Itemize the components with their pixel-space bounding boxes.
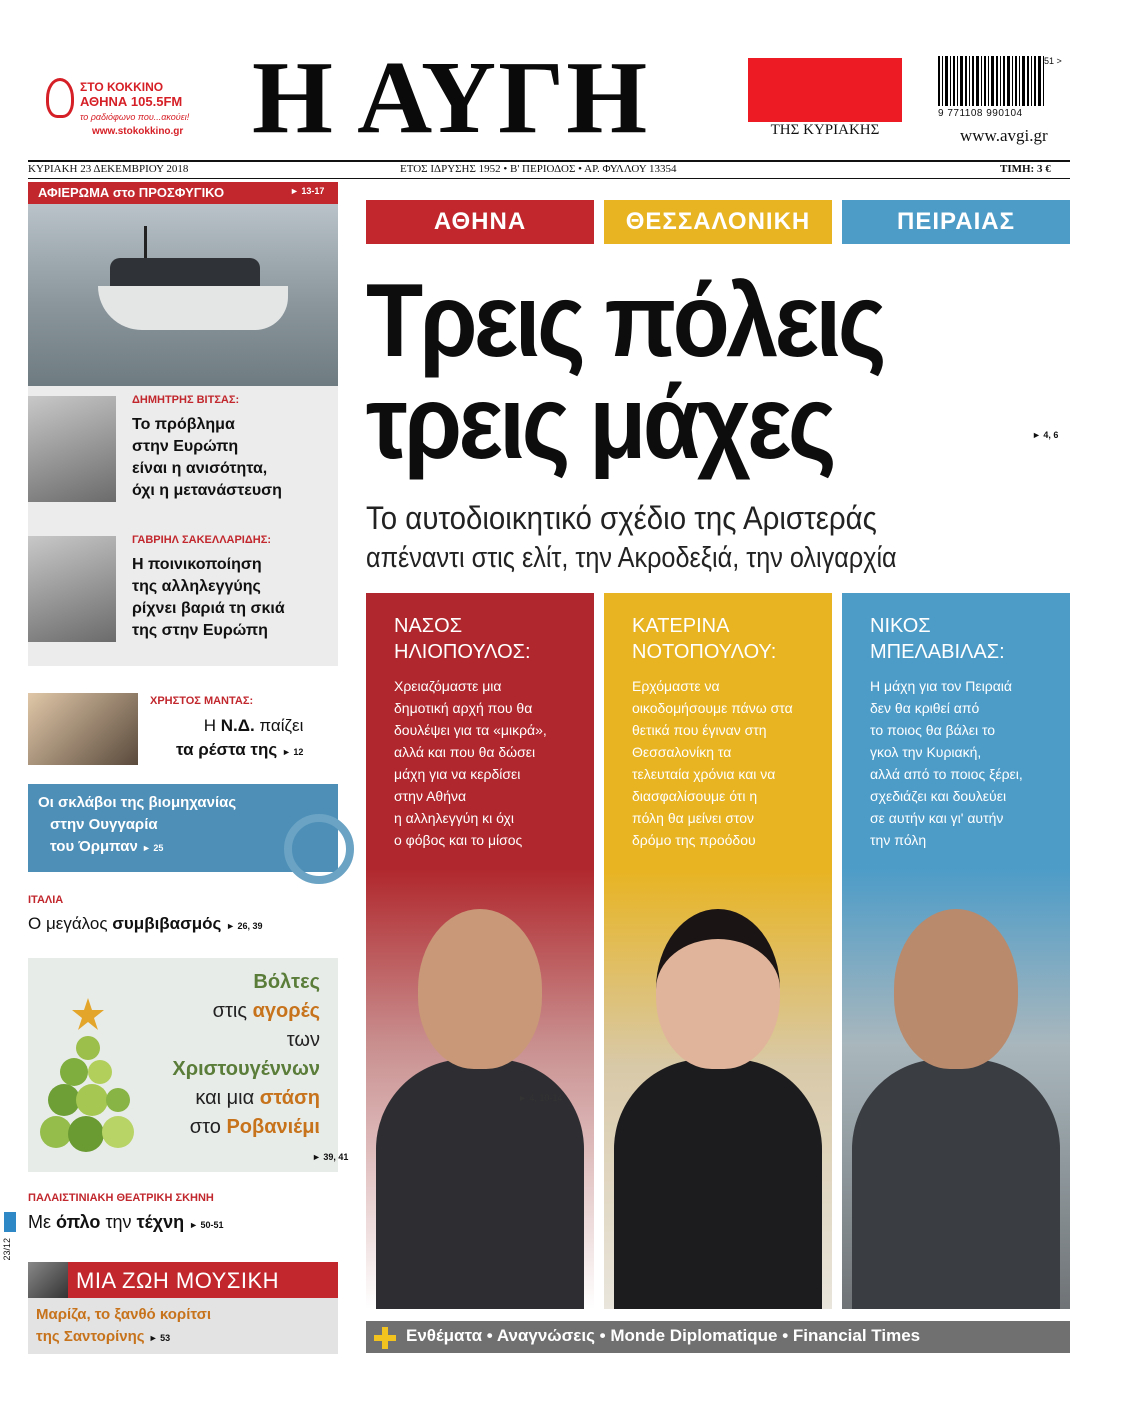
candidate-quote: Ερχόμαστε να οικοδομήσουμε πάνω στα θετικά που έγιναν στη Θεσσαλονίκη τα τελευταία χρόνια και να διασφαλίσουμε ότι η πόλη θα μείνει στον δρόμο της προόδου	[632, 678, 793, 848]
athens-column[interactable]	[366, 593, 594, 1309]
issue-date: ΚΥΡΙΑΚΗ 23 ΔΕΚΕΜΒΡΙΟΥ 2018	[28, 163, 189, 175]
sakellaridis-kicker: ΓΑΒΡΙΗΛ ΣΑΚΕΛΛΑΡΙΔΗΣ:	[132, 534, 271, 546]
supplements-list: Ενθέματα • Αναγνώσεις • Monde Diplomatique • Financial Times	[406, 1326, 921, 1345]
music-section[interactable]	[28, 1262, 338, 1298]
portrait-head	[894, 909, 1018, 1069]
radio-frequency: ΑΘΗΝΑ 105.5FM	[80, 94, 183, 109]
theatre-headline[interactable]: Με όπλο την τέχνη ► 50-51	[28, 1212, 224, 1232]
christmas-story[interactable]	[28, 958, 349, 1172]
edge-tab	[4, 1212, 16, 1232]
edition-label: ΤΗΣ ΚΥΡΙΑΚΗΣ	[770, 122, 880, 138]
music-photo	[28, 1262, 68, 1298]
portrait-head	[418, 909, 542, 1069]
page-reference: ► 4, 10-14	[518, 1093, 563, 1103]
lightbulb-icon	[46, 78, 74, 118]
mantas-photo	[28, 693, 138, 765]
main-headline[interactable]: Τρεις πόλεις τρεις μάχες	[366, 263, 883, 481]
barcode-number: 9 771108 990104	[938, 108, 1023, 119]
boat-hull	[98, 286, 288, 330]
belavilas-portrait	[842, 869, 1070, 1309]
christmas-headline: Βόλτες στις αγορές των Χριστουγέννων και μια στάση στο Ροβανιέμι	[172, 971, 320, 1138]
portrait-head	[656, 909, 780, 1069]
page-reference: ► 25	[141, 843, 164, 853]
music-headline[interactable]: Μαρίζα, το ξανθό κορίτσι της Σαντορίνης ► 53	[36, 1306, 212, 1345]
hungary-headline: Οι σκλάβοι της βιομηχανίας στην Ουγγαρία του Όρμπαν ► 25	[38, 794, 237, 855]
gear-icon	[284, 814, 354, 884]
main-deck-line1: Το αυτοδιοικητικό σχέδιο της Αριστεράς	[366, 500, 877, 536]
city-tab-athens[interactable]: ΑΘΗΝΑ	[366, 200, 594, 244]
city-tab-piraeus[interactable]: ΠΕΙΡΑΙΑΣ	[842, 200, 1070, 244]
side-date: 23/12	[2, 1238, 12, 1261]
founding-info: ΕΤΟΣ ΙΔΡΥΣΗΣ 1952 • Β' ΠΕΡΙΟΔΟΣ • ΑΡ. ΦΥΛΛΟΥ 13354	[400, 163, 677, 175]
page-reference: ► 13-17	[290, 186, 325, 196]
divider	[28, 160, 1070, 162]
page-reference: ► 12	[281, 747, 304, 757]
refugee-boat-photo	[28, 204, 338, 386]
candidate-name: ΝΑΣΟΣ ΗΛΙΟΠΟΥΛΟΣ:	[394, 615, 531, 663]
portrait-body	[852, 1059, 1060, 1309]
radio-url[interactable]: www.stokokkino.gr	[92, 126, 184, 137]
mantas-kicker: ΧΡΗΣΤΟΣ ΜΑΝΤΑΣ:	[150, 695, 254, 707]
page-reference: ► 4, 6	[1032, 430, 1059, 440]
sakellaridis-photo	[28, 536, 116, 642]
mantas-headline[interactable]: Η Ν.Δ. παίζει τα ρέστα της ► 12	[176, 716, 304, 759]
christmas-tree-icon	[38, 988, 138, 1168]
radio-title: ΣΤΟ ΚΟΚΚΙΝΟ	[80, 80, 164, 94]
iliopoulos-portrait	[366, 869, 594, 1309]
thessaloniki-column[interactable]	[604, 593, 832, 1309]
music-title: ΜΙΑ ΖΩΗ ΜΟΥΣΙΚΗ	[76, 1268, 280, 1293]
price: ΤΙΜΗ: 3 €	[1000, 163, 1051, 175]
candidate-name: ΚΑΤΕΡΙΝΑ ΝΟΤΟΠΟΥΛΟΥ:	[632, 615, 777, 663]
radio-logo	[46, 72, 206, 144]
masthead-red-block	[748, 58, 902, 122]
candidate-quote: Η μάχη για τον Πειραιά δεν θα κριθεί από το ποιος θα βάλει το γκολ την Κυριακή, αλλά από το ποιος ξέρει, σχεδιάζει και δουλεύει σε αυτήν και γι' αυτήν την πόλη	[870, 678, 1023, 848]
divider	[28, 178, 1070, 179]
notopoulou-portrait	[604, 869, 832, 1309]
radio-slogan: το ραδιόφωνο που...ακούει!	[80, 112, 190, 122]
city-tab-thessaloniki[interactable]: ΘΕΣΣΑΛΟΝΙΚΗ	[604, 200, 832, 244]
theatre-kicker: ΠΑΛΑΙΣΤΙΝΙΑΚΗ ΘΕΑΤΡΙΚΗ ΣΚΗΝΗ	[28, 1192, 214, 1204]
supplements-bar[interactable]	[366, 1321, 1070, 1353]
italy-headline[interactable]: Ο μεγάλος συμβιβασμός ► 26, 39	[28, 914, 263, 933]
italy-kicker: ΙΤΑΛΙΑ	[28, 894, 64, 906]
vitsas-photo	[28, 396, 116, 502]
page-reference: ► 53	[148, 1333, 171, 1343]
issue-code: 51 >	[1044, 56, 1062, 66]
website-link[interactable]: www.avgi.gr	[960, 126, 1048, 145]
newspaper-title: Η ΑΥΓΗ	[252, 40, 650, 155]
candidate-name: ΝΙΚΟΣ ΜΠΕΛΑΒΙΛΑΣ:	[870, 615, 1005, 663]
refugee-section-title[interactable]: ΑΦΙΕΡΩΜΑ στο ΠΡΟΣΦΥΓΙΚΟ	[28, 182, 338, 204]
sakellaridis-headline[interactable]: Η ποινικοποίηση της αλληλεγγύης ρίχνει βαριά τη σκιά της στην Ευρώπη	[132, 556, 285, 639]
page-reference: ► 39, 41	[312, 1152, 349, 1162]
vitsas-kicker: ΔΗΜΗΤΡΗΣ ΒΙΤΣΑΣ:	[132, 394, 240, 406]
vitsas-headline[interactable]: Το πρόβλημα στην Ευρώπη είναι η ανισότητα, όχι η μετανάστευση	[132, 416, 282, 499]
hungary-story[interactable]	[28, 784, 338, 872]
main-deck-line2: απέναντι στις ελίτ, την Ακροδεξιά, την ολιγαρχία	[366, 542, 897, 574]
plus-icon	[374, 1327, 396, 1349]
page-reference: ► 26, 39	[226, 921, 263, 931]
candidate-quote: Χρειαζόμαστε μια δημοτική αρχή που θα δουλέψει για τα «μικρά», αλλά και που θα δώσει μάχη για να κερδίσει στην Αθήνα η αλληλεγγύη κι όχι ο φόβος και το μίσος	[394, 678, 547, 848]
portrait-body	[614, 1059, 822, 1309]
piraeus-column[interactable]	[842, 593, 1070, 1309]
page-reference: ► 50-51	[189, 1220, 224, 1230]
